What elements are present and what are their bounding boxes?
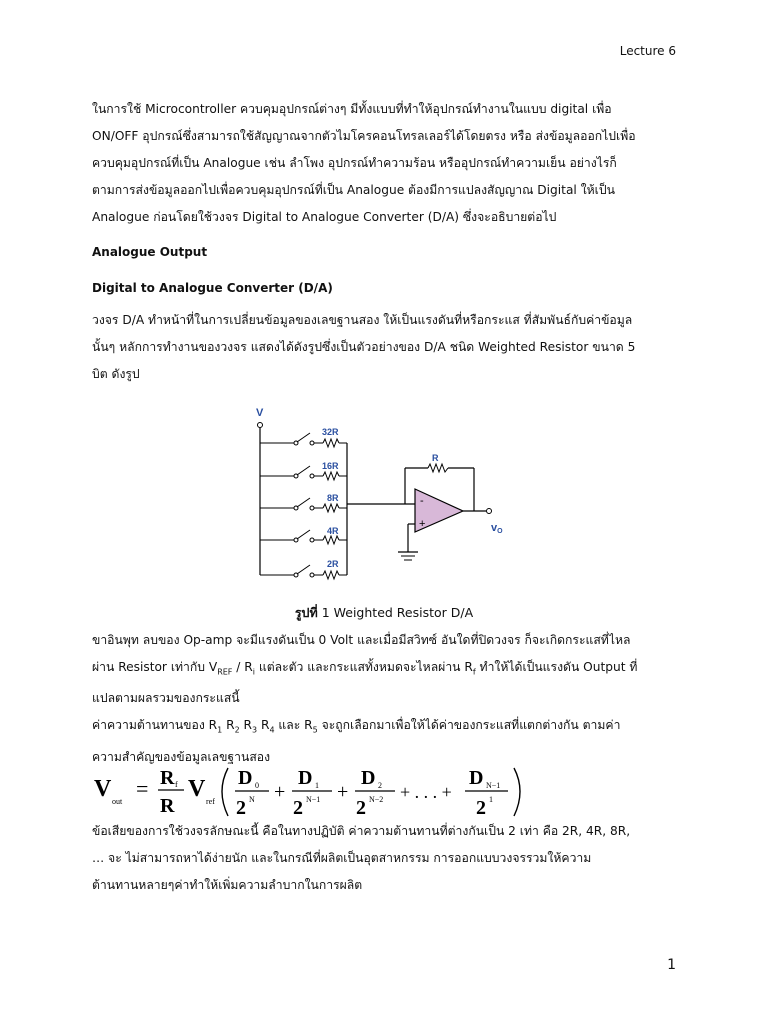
explanation-line: ความสำคัญของข้อมูลเลขฐานสอง — [92, 749, 271, 764]
output-terminal — [487, 509, 492, 514]
vout-equation — [92, 762, 532, 822]
opamp-minus: - — [420, 495, 424, 507]
svg-text:1: 1 — [489, 795, 493, 804]
svg-text:1: 1 — [315, 781, 319, 790]
svg-text:2: 2 — [476, 797, 486, 819]
disadvantage-paragraph — [92, 818, 630, 899]
svg-text:f: f — [175, 780, 178, 789]
svg-text:2: 2 — [356, 797, 366, 819]
svg-text:V: V — [188, 776, 206, 802]
supply-label: V — [256, 407, 264, 419]
feedback-resistor — [428, 464, 448, 472]
disadvantage-line: ต้านทานหลายๆค่าทำให้เพิ่มความลำบากในการผลิต — [92, 878, 363, 892]
svg-text:2: 2 — [378, 781, 382, 790]
svg-text:N−2: N−2 — [369, 795, 384, 804]
explanation-line: ค่าความต้านทานของ $R_1$ $R_2$ $R_3$ $R_4$ และ $R_5$ จะถูกเลือกมาเพื่อให้ได้ค่าของกระแสที่แตกต่างกัน ตามค่า — [92, 718, 621, 735]
resistor-label: 4R — [327, 526, 339, 536]
heading-analogue-output: Analogue Output — [92, 245, 208, 259]
explanation-line: ผ่าน Resistor เท่ากับ $V_{REF} / R_i$ แต่ละตัว และกระแสทั้งหมดจะไหลผ่าน $R_f$ ทำให้ได้เป็นแรงดัน Output ที่ — [92, 660, 638, 677]
svg-text:+ . . . +: + . . . + — [400, 782, 452, 802]
opamp-plus: + — [419, 518, 426, 530]
lecture-header: Lecture 6 — [619, 44, 676, 58]
dac-description — [92, 307, 682, 388]
intro-line: ตามการส่งข้อมูลออกไปเพื่อควบคุมอุปกรณ์ที่เป็น Analogue ต้องมีการแปลงสัญญาณ Digital ให้เป็น — [92, 183, 615, 197]
svg-text:D: D — [238, 767, 253, 789]
explanation-paragraph — [92, 627, 637, 771]
svg-text:0: 0 — [255, 781, 259, 790]
svg-text:ref: ref — [206, 797, 215, 806]
output-label: vO — [491, 522, 503, 535]
heading-dac: Digital to Analogue Converter (D/A) — [92, 281, 333, 295]
explanation-line: ขาอินพุท ลบของ Op-amp จะมีแรงดันเป็น 0 Volt และเมื่อมีสวิทซ์ อันใดที่ปิดวงจร ก็จะเกิดกระแสที่ไหล — [92, 633, 631, 647]
supply-terminal — [258, 423, 263, 428]
resistor-label: 32R — [322, 427, 339, 437]
svg-text:+: + — [337, 781, 349, 803]
resistor-label: 8R — [327, 493, 339, 503]
svg-text:D: D — [298, 767, 313, 789]
document-body — [92, 96, 682, 388]
svg-text:N−1: N−1 — [486, 781, 501, 790]
svg-text:2: 2 — [293, 797, 303, 819]
desc-line: นั้นๆ หลักการทำงานของวงจร แสดงได้ดังรูปซึ่งเป็นตัวอย่างของ D/A ชนิด Weighted Resistor ขนาด 5 — [92, 340, 636, 354]
intro-paragraph — [92, 96, 682, 231]
svg-text:out: out — [112, 797, 123, 806]
page-number: 1 — [667, 957, 676, 973]
svg-text:=: = — [136, 776, 149, 801]
svg-text:2: 2 — [236, 797, 246, 819]
branch-4r — [260, 526, 347, 544]
intro-line: ในการใช้ Microcontroller ควบคุมอุปกรณ์ต่างๆ มีทั้งแบบที่ทำให้อุปกรณ์ทำงานในแบบ digital เพื่อ — [92, 102, 612, 116]
resistor-label: 2R — [327, 559, 339, 569]
desc-line: วงจร D/A ทำหน้าที่ในการเปลี่ยนข้อมูลของเลขฐานสอง ให้เป็นแรงดันที่หรือกระแส ที่สัมพันธ์กับค่าข้อมูล — [92, 313, 633, 327]
branch-2r — [260, 559, 347, 579]
svg-text:+: + — [274, 781, 286, 803]
figure-caption — [0, 603, 768, 623]
explanation-line: แปลตามผลรวมของกระแสนี้ — [92, 691, 240, 706]
intro-line: ควบคุมอุปกรณ์ที่เป็น Analogue เช่น ลำโพง อุปกรณ์ทำความร้อน หรืออุปกรณ์ทำความเย็น อย่างไรก็ — [92, 156, 617, 170]
branch-16r — [260, 461, 347, 480]
svg-text:D: D — [469, 767, 484, 789]
feedback-label: R — [432, 453, 439, 463]
svg-text:R: R — [160, 767, 175, 789]
disadvantage-line: ข้อเสียของการใช้วงจรลักษณะนี้ คือในทางปฏิบัติ ค่าความต้านทานที่ต่างกันเป็น 2 เท่า คือ 2R, 4R, 8R, — [92, 824, 631, 838]
svg-text:D: D — [361, 767, 376, 789]
branch-32r — [260, 427, 347, 447]
caption-text: 1 Weighted Resistor D/A — [321, 605, 474, 620]
weighted-resistor-circuit — [250, 405, 520, 595]
svg-text:N: N — [249, 795, 255, 804]
caption-prefix: รูปที่ — [294, 605, 318, 620]
svg-text:R: R — [160, 795, 175, 817]
resistor-label: 16R — [322, 461, 339, 471]
intro-line: Analogue ก่อนโดยใช้วงจร Digital to Analogue Converter (D/A) ซึ่งจะอธิบายต่อไป — [92, 210, 557, 224]
svg-text:V: V — [94, 776, 112, 802]
desc-line: บิต ดังรูป — [92, 367, 140, 381]
branch-8r — [260, 493, 347, 512]
svg-text:N−1: N−1 — [306, 795, 321, 804]
intro-line: ON/OFF อุปกรณ์ซึ่งสามารถใช้สัญญาณจากตัวไมโครคอนโทรลเลอร์ได้โดยตรง หรือ ส่งข้อมูลออกไปเพื่อ — [92, 129, 636, 143]
disadvantage-line: … จะ ไม่สามารถหาได้ง่ายนัก และในกรณีที่ผลิตเป็นอุตสาหกรรม การออกแบบวงจรรวมให้ความ — [92, 851, 592, 865]
